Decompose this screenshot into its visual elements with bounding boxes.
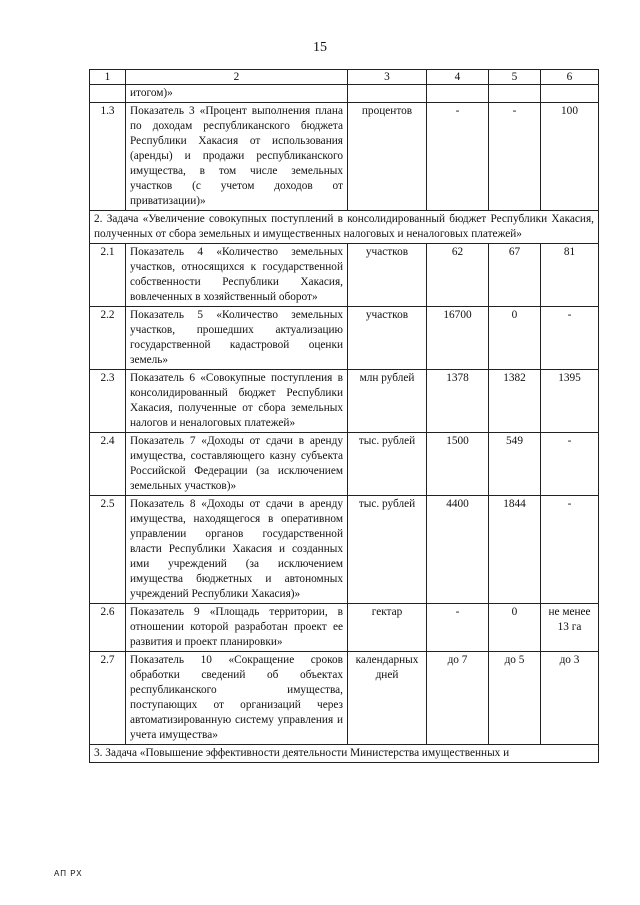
cell-num: 2.1 bbox=[90, 244, 126, 307]
cell-desc: итогом)» bbox=[126, 85, 348, 103]
page-number: 15 bbox=[313, 40, 327, 55]
table-row-carryover bbox=[90, 85, 599, 103]
cell-unit: тыс. рублей bbox=[348, 496, 427, 604]
header-cell: 1 bbox=[90, 70, 126, 85]
cell-v5: 1844 bbox=[489, 496, 541, 604]
cell-desc: Показатель 9 «Площадь территории, в отношении которой разработан проект ее развития и проект планировки» bbox=[126, 604, 348, 652]
cell-v4: до 7 bbox=[427, 652, 489, 745]
cell-unit: млн рублей bbox=[348, 370, 427, 433]
cell-v6: - bbox=[541, 307, 599, 370]
table-row bbox=[90, 244, 599, 307]
cell-v4: 1500 bbox=[427, 433, 489, 496]
cell-desc: Показатель 4 «Количество земельных участков, относящихся к государственной собственности Республики Хакасия, вовлеченных в хозяйственный оборот» bbox=[126, 244, 348, 307]
cell-unit: участков bbox=[348, 307, 427, 370]
cell-v5: - bbox=[489, 103, 541, 211]
cell-num: 2.4 bbox=[90, 433, 126, 496]
table-row bbox=[90, 496, 599, 604]
task-3-heading: 3. Задача «Повышение эффективности деятельности Министерства имущественных и bbox=[90, 745, 599, 763]
cell-v6: - bbox=[541, 433, 599, 496]
task-2-heading: 2. Задача «Увеличение совокупных поступлений в консолидированный бюджет Республики Хакасия, полученных от сбора земельных и имущественных налоговых и неналоговых платежей» bbox=[90, 211, 599, 244]
cell-desc: Показатель 3 «Процент выполнения плана по доходам республиканского бюджета Республики Хакасия от использования (аренды) и продажи республиканского имущества, в том числе земельных участков (с учетом доходов от приватизации)» bbox=[126, 103, 348, 211]
cell-desc: Показатель 7 «Доходы от сдачи в аренду имущества, составляющего казну субъекта Российской Федерации (за исключением земельных участков)» bbox=[126, 433, 348, 496]
table-header-row bbox=[90, 70, 599, 85]
cell-num bbox=[90, 85, 126, 103]
table-row bbox=[90, 103, 599, 211]
cell-v4: - bbox=[427, 604, 489, 652]
cell-num: 2.2 bbox=[90, 307, 126, 370]
header-cell: 5 bbox=[489, 70, 541, 85]
cell-desc: Показатель 6 «Совокупные поступления в консолидированный бюджет Республики Хакасия, полученные от сбора земельных налогов и неналоговых платежей» bbox=[126, 370, 348, 433]
cell-unit: календарных дней bbox=[348, 652, 427, 745]
cell-v6: 100 bbox=[541, 103, 599, 211]
cell-v6: 1395 bbox=[541, 370, 599, 433]
table-row bbox=[90, 604, 599, 652]
table-row bbox=[90, 307, 599, 370]
cell-desc: Показатель 8 «Доходы от сдачи в аренду имущества, находящегося в оперативном управлении органов государственной власти Республики Хакасия и созданных ими учреждений (за исключением имущества бюджетных и автономных учреждений Республики Хакасия)» bbox=[126, 496, 348, 604]
header-cell: 6 bbox=[541, 70, 599, 85]
cell-num: 2.5 bbox=[90, 496, 126, 604]
task-row bbox=[90, 211, 599, 244]
cell-v6: не менее 13 га bbox=[541, 604, 599, 652]
cell-v6: 81 bbox=[541, 244, 599, 307]
cell-v6 bbox=[541, 85, 599, 103]
cell-v4: 4400 bbox=[427, 496, 489, 604]
cell-num: 2.3 bbox=[90, 370, 126, 433]
cell-unit: участков bbox=[348, 244, 427, 307]
cell-v5: до 5 bbox=[489, 652, 541, 745]
cell-v5: 549 bbox=[489, 433, 541, 496]
footer-mark: АП РХ bbox=[54, 869, 83, 878]
cell-v5: 67 bbox=[489, 244, 541, 307]
header-cell: 4 bbox=[427, 70, 489, 85]
cell-v4: 1378 bbox=[427, 370, 489, 433]
cell-v5: 0 bbox=[489, 307, 541, 370]
cell-num: 2.6 bbox=[90, 604, 126, 652]
cell-num: 1.3 bbox=[90, 103, 126, 211]
cell-desc: Показатель 10 «Сокращение сроков обработки сведений об объектах республиканского имущества, поступающих от организаций через автоматизированную систему управления и учета имущества» bbox=[126, 652, 348, 745]
cell-unit: процентов bbox=[348, 103, 427, 211]
task-row bbox=[90, 745, 599, 763]
cell-unit: гектар bbox=[348, 604, 427, 652]
cell-v6: - bbox=[541, 496, 599, 604]
cell-unit bbox=[348, 85, 427, 103]
cell-v4: 62 bbox=[427, 244, 489, 307]
cell-v5: 0 bbox=[489, 604, 541, 652]
header-cell: 2 bbox=[126, 70, 348, 85]
table-row bbox=[90, 370, 599, 433]
cell-v4 bbox=[427, 85, 489, 103]
cell-v5: 1382 bbox=[489, 370, 541, 433]
indicators-table bbox=[89, 69, 599, 763]
cell-num: 2.7 bbox=[90, 652, 126, 745]
cell-unit: тыс. рублей bbox=[348, 433, 427, 496]
cell-desc: Показатель 5 «Количество земельных участков, прошедших актуализацию государственной кадастровой оценки земель» bbox=[126, 307, 348, 370]
table-row bbox=[90, 652, 599, 745]
table-row bbox=[90, 433, 599, 496]
cell-v4: - bbox=[427, 103, 489, 211]
cell-v6: до 3 bbox=[541, 652, 599, 745]
header-cell: 3 bbox=[348, 70, 427, 85]
cell-v5 bbox=[489, 85, 541, 103]
cell-v4: 16700 bbox=[427, 307, 489, 370]
